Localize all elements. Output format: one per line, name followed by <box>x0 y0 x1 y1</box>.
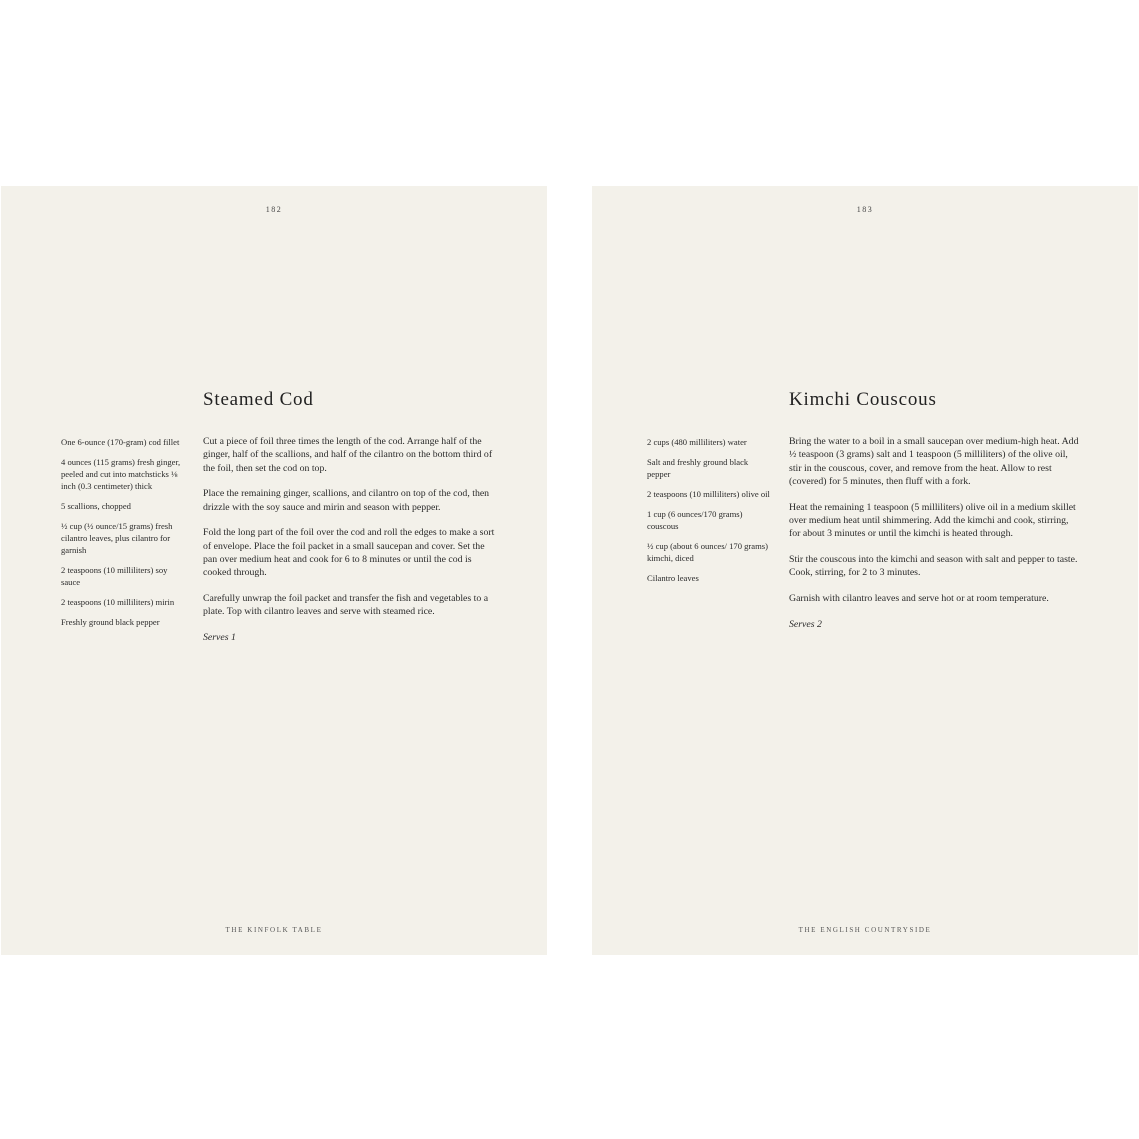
method-step: Fold the long part of the foil over the cod and roll the edges to make a sort of envelope. Place the foil packet in a small saucepan and cover. Set the pan over medium heat and cook for 6 to 8 minutes or until the cod is cooked through. <box>203 527 495 579</box>
ingredient-item: 2 teaspoons (10 milliliters) mirin <box>61 597 175 607</box>
method-section <box>789 435 1081 643</box>
running-footer: THE ENGLISH COUNTRYSIDE <box>798 926 932 934</box>
ingredient-item: 1 cup (6 ounces/170 grams) couscous <box>647 509 743 531</box>
method-step: Cut a piece of foil three times the length of the cod. Arrange half of the ginger, half of the scallions, and half of the cilantro on the bottom third of the foil, then set the cod on top. <box>203 436 493 474</box>
ingredient-item: 2 cups (480 milliliters) water <box>647 437 747 447</box>
ingredient-item: ½ cup (about 6 ounces/ 170 grams) kimchi, diced <box>647 541 769 563</box>
ingredient-item: Freshly ground black pepper <box>61 617 160 627</box>
ingredient-item: 2 teaspoons (10 milliliters) soy sauce <box>61 565 168 587</box>
page-number: 182 <box>265 205 283 214</box>
ingredient-item: One 6-ounce (170-gram) cod fillet <box>61 437 180 447</box>
ingredient-list <box>61 436 186 636</box>
ingredient-item: 4 ounces (115 grams) fresh ginger, peeled and cut into matchsticks ⅛ inch (0.3 centimeter) thick <box>61 457 181 491</box>
serves-note: Serves 2 <box>789 618 822 630</box>
method-step: Carefully unwrap the foil packet and transfer the fish and vegetables to a plate. Top with cilantro leaves and serve with steamed rice. <box>203 592 489 618</box>
serves-note: Serves 1 <box>203 631 236 643</box>
method-step: Heat the remaining 1 teaspoon (5 milliliters) olive oil in a medium skillet over medium heat until shimmering. Add the kimchi and cook, stirring, for about 3 minutes or until the kimchi is heated through. <box>789 501 1076 540</box>
right-page <box>592 186 1138 955</box>
recipe-title: Kimchi Couscous <box>789 389 937 410</box>
method-step: Stir the couscous into the kimchi and season with salt and pepper to taste. Cook, stirring, for 2 to 3 minutes. <box>789 553 1078 579</box>
ingredient-item: Cilantro leaves <box>647 573 699 583</box>
method-step: Place the remaining ginger, scallions, and cilantro on top of the cod, then drizzle with the soy sauce and mirin and season with pepper. <box>203 488 490 513</box>
ingredient-list <box>647 436 771 592</box>
ingredient-item: 2 teaspoons (10 milliliters) olive oil <box>647 489 770 499</box>
left-page <box>1 186 547 955</box>
running-footer: THE KINFOLK TABLE <box>225 926 323 934</box>
ingredient-item: 5 scallions, chopped <box>61 501 131 511</box>
method-step: Bring the water to a boil in a small saucepan over medium-high heat. Add ½ teaspoon (3 grams) salt and 1 teaspoon (5 milliliters) of the olive oil, stir in the couscous, cover, and remove from the heat. Allow to rest (covered) for 5 minutes, then fluff with a fork. <box>789 436 1079 487</box>
method-step: Garnish with cilantro leaves and serve hot or at room temperature. <box>789 592 1049 604</box>
recipe-title: Steamed Cod <box>203 389 314 410</box>
method-section <box>203 435 495 657</box>
ingredient-item: Salt and freshly ground black pepper <box>647 457 749 479</box>
ingredient-item: ½ cup (½ ounce/15 grams) fresh cilantro leaves, plus cilantro for garnish <box>61 521 173 555</box>
page-number: 183 <box>856 205 874 214</box>
